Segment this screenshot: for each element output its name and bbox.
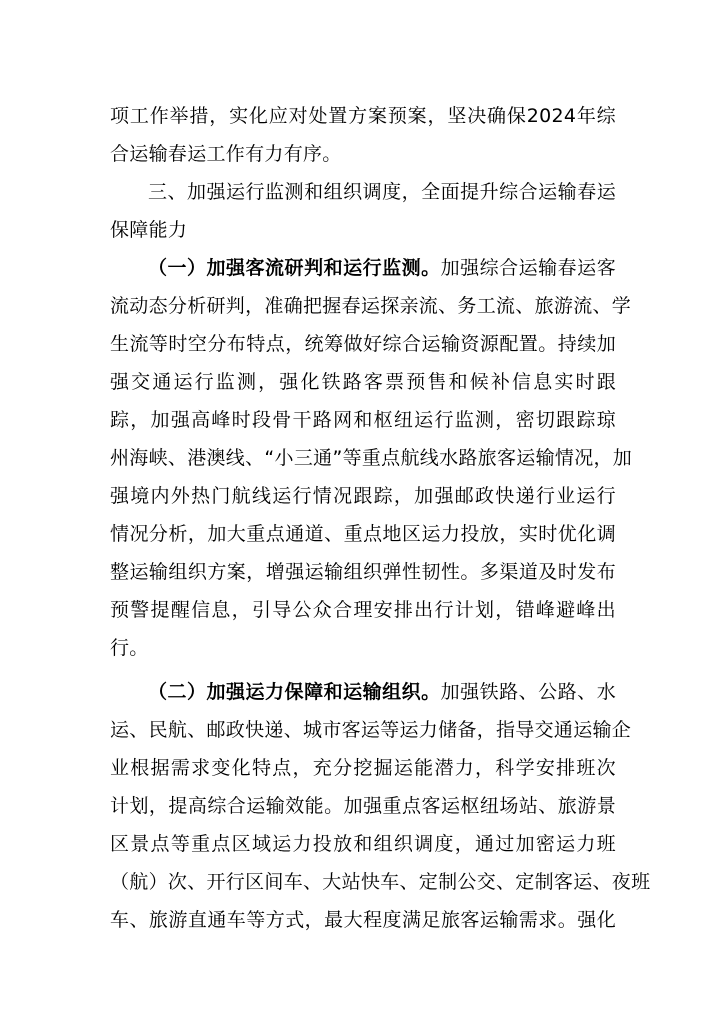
text-line: 区景点等重点区域运力投放和组织调度，通过加密运力班 xyxy=(110,833,616,855)
text-span: 加强铁路、公路、水 xyxy=(440,681,616,703)
text-line: 计划，提高综合运输效能。加强重点客运枢纽场站、旅游景 xyxy=(110,795,616,817)
text-line: 业根据需求变化特点，充分挖掘运能潜力，科学安排班次 xyxy=(110,757,616,779)
text-line: 流动态分析研判，准确把握春运探亲流、务工流、旅游流、学 xyxy=(110,295,632,317)
paragraph-first-line xyxy=(110,673,616,711)
text-line: 强交通运行监测，强化铁路客票预售和候补信息实时跟 xyxy=(110,371,616,393)
subsection-heading: （二）加强运力保障和运输组织。 xyxy=(148,681,441,703)
section-heading: 保障能力 xyxy=(110,219,188,241)
text-line: 生流等时空分布特点，统筹做好综合运输资源配置。持续加 xyxy=(110,333,616,355)
text-line: 整运输组织方案，增强运输组织弹性韧性。多渠道及时发布 xyxy=(110,561,616,583)
document-page xyxy=(110,97,651,939)
text-span: 加强综合运输春运客 xyxy=(440,257,616,279)
text-line: 强境内外热门航线运行情况跟踪，加强邮政快递行业运行 xyxy=(110,485,616,507)
text-line: （航）次、开行区间车、大站快车、定制公交、定制客运、夜班 xyxy=(110,871,651,893)
subsection-heading: （一）加强客流研判和运行监测。 xyxy=(148,257,441,279)
text-line: 车、旅游直通车等方式，最大程度满足旅客运输需求。强化 xyxy=(110,909,616,931)
text-line: 运、民航、邮政快递、城市客运等运力储备，指导交通运输企 xyxy=(110,719,632,741)
text-line: 预警提醒信息，引导公众合理安排出行计划，错峰避峰出 xyxy=(110,599,616,621)
text-line: 合运输春运工作有力有序。 xyxy=(110,143,342,165)
text-line: 情况分析，加大重点通道、重点地区运力投放，实时优化调 xyxy=(110,523,616,545)
text-line: 踪，加强高峰时段骨干路网和枢纽运行监测，密切跟踪琼 xyxy=(110,409,616,431)
text-line: 行。 xyxy=(110,637,149,659)
paragraph-first-line xyxy=(110,249,616,287)
section-heading: 三、加强运行监测和组织调度，全面提升综合运输春运 xyxy=(148,181,616,203)
text-line: 州海峡、港澳线、“小三通”等重点航线水路旅客运输情况，加 xyxy=(110,447,633,469)
text-line: 项工作举措，实化应对处置方案预案，坚决确保2024年综 xyxy=(110,105,616,127)
